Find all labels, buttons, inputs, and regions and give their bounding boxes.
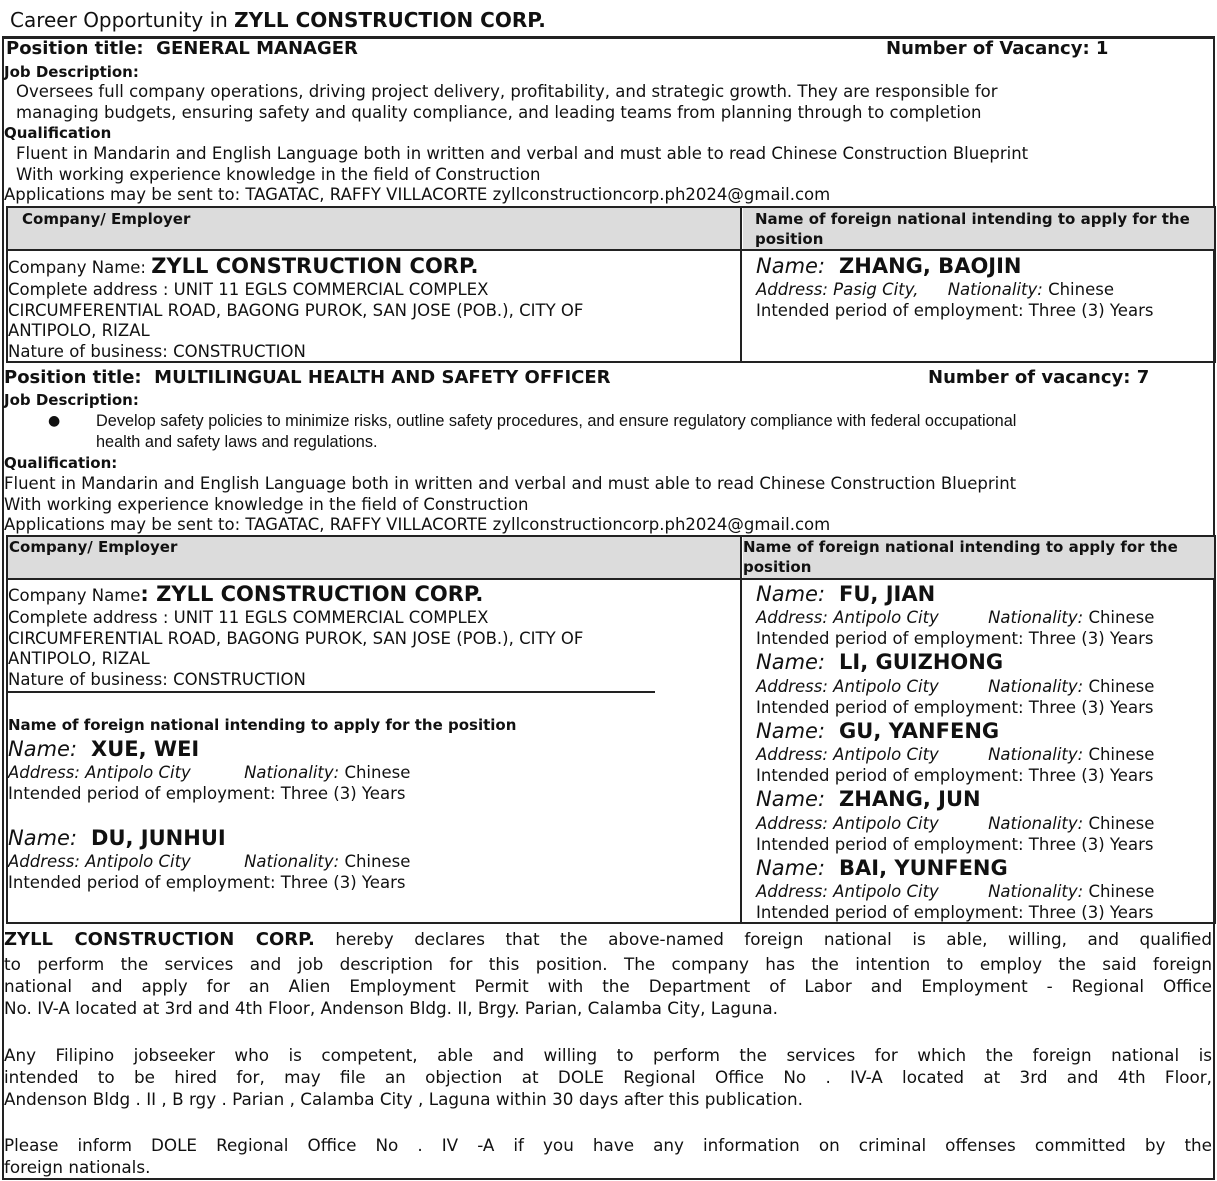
job-description-text: Develop safety policies to minimize risks, outline safety procedures, and ensure regulatory compliance with federal occupational [96, 412, 1017, 430]
qualification-label: Qualification: [4, 454, 118, 472]
qualification-text: With working experience knowledge in the field of Construction [16, 165, 541, 184]
foreign-national-address: Address: Antipolo City Nationality: Chinese [8, 852, 411, 871]
qualification-label: Qualification [4, 124, 112, 142]
job-description-label: Job Description: [4, 63, 139, 81]
job-description-text: Oversees full company operations, driving project delivery, profitability, and strategic growth. They are responsible for [16, 82, 998, 101]
inform-paragraph: Please inform DOLE Regional Office No . IV -A if you have any information on criminal offenses committed by the [4, 1135, 1212, 1155]
foreign-national-header: Name of foreign national intending to apply for the position [8, 716, 517, 734]
employment-period: Intended period of employment: Three (3) Years [8, 784, 406, 803]
qualification-text: With working experience knowledge in the field of Construction [4, 495, 529, 514]
job-description-text: managing budgets, ensuring safety and quality compliance, and leading teams from planning through to completion [16, 103, 982, 122]
employment-period: Intended period of employment: Three (3) Years [756, 766, 1154, 785]
declaration-paragraph: ZYLL CONSTRUCTION CORP. hereby declares that the above-named foreign national is able, willing, and qualified [4, 929, 1212, 950]
objection-paragraph: Any Filipino jobseeker who is competent, able and willing to perform the services for which the foreign national is [4, 1045, 1212, 1065]
applications-contact: Applications may be sent to: TAGATAC, RAFFY VILLACORTE zyllconstructioncorp.ph2024@gmail.com [4, 515, 831, 534]
declaration-paragraph: national and apply for an Alien Employment Permit with the Department of Labor and Employment - Regional Office [4, 976, 1212, 996]
foreign-national-name: Name: GU, YANFENG [756, 719, 1000, 743]
complete-address: ANTIPOLO, RIZAL [8, 649, 150, 668]
page-title: Career Opportunity in ZYLL CONSTRUCTION CORP. [10, 8, 546, 32]
foreign-national-name: Name: XUE, WEI [8, 737, 200, 761]
employment-period: Intended period of employment: Three (3) Years [756, 301, 1154, 320]
foreign-national-address: Address: Pasig City, Nationality: Chinese [756, 280, 1114, 299]
position-title-1: Position title: GENERAL MANAGER [6, 38, 358, 59]
complete-address: ANTIPOLO, RIZAL [8, 321, 150, 340]
bullet: ● [48, 413, 61, 429]
qualification-text: Fluent in Mandarin and English Language both in written and verbal and must able to read Chinese Construction Blueprint [4, 474, 1017, 493]
complete-address: Complete address : UNIT 11 EGLS COMMERCIAL COMPLEX [8, 608, 489, 627]
vacancy-1: Number of Vacancy: 1 [886, 38, 1109, 59]
foreign-national-address: Address: Antipolo City Nationality: Chinese [756, 882, 1155, 901]
employment-period: Intended period of employment: Three (3) Years [756, 698, 1154, 717]
company-name: Company Name: ZYLL CONSTRUCTION CORP. [8, 582, 484, 606]
declaration-paragraph: to perform the services and job description for this position. The company has the intention to employ the said foreign [4, 954, 1212, 974]
inform-paragraph: foreign nationals. [4, 1157, 151, 1177]
position-title-2: Position title: MULTILINGUAL HEALTH AND SAFETY OFFICER [4, 367, 611, 388]
foreign-national-name: Name: BAI, YUNFENG [756, 856, 1008, 880]
vacancy-2: Number of vacancy: 7 [928, 367, 1150, 388]
divider [8, 691, 655, 693]
declaration-paragraph: No. IV-A located at 3rd and 4th Floor, Andenson Bldg. II, Brgy. Parian, Calamba City, Laguna. [4, 998, 778, 1018]
foreign-national-header: Name of foreign national intending to apply for the position [743, 538, 1178, 576]
foreign-national-name: Name: ZHANG, BAOJIN [756, 254, 1022, 278]
qualification-text: Fluent in Mandarin and English Language both in written and verbal and must able to read Chinese Construction Blueprint [16, 144, 1029, 163]
company-employer-header: Company/ Employer [22, 210, 191, 228]
complete-address: CIRCUMFERENTIAL ROAD, BAGONG PUROK, SAN JOSE (POB.), CITY OF [8, 629, 584, 648]
nature-of-business: Nature of business: CONSTRUCTION [8, 670, 306, 689]
applications-contact: Applications may be sent to: TAGATAC, RAFFY VILLACORTE zyllconstructioncorp.ph2024@gmail.com [4, 185, 831, 204]
employment-period: Intended period of employment: Three (3) Years [8, 873, 406, 892]
job-description-label: Job Description: [4, 391, 139, 409]
complete-address: Complete address : UNIT 11 EGLS COMMERCIAL COMPLEX [8, 280, 489, 299]
foreign-national-address: Address: Antipolo City Nationality: Chinese [756, 608, 1155, 627]
company-name: Company Name: ZYLL CONSTRUCTION CORP. [8, 254, 479, 278]
objection-paragraph: intended to be hired for, may file an objection at DOLE Regional Office No . IV-A located at 3rd and 4th Floor, [4, 1067, 1212, 1087]
employment-period: Intended period of employment: Three (3) Years [756, 629, 1154, 648]
foreign-national-address: Address: Antipolo City Nationality: Chinese [8, 763, 411, 782]
company-employer-header: Company/ Employer [9, 538, 178, 556]
objection-paragraph: Andenson Bldg . II , B rgy . Parian , Calamba City , Laguna within 30 days after this publication. [4, 1089, 804, 1109]
foreign-national-name: Name: FU, JIAN [756, 582, 936, 606]
foreign-national-name: Name: LI, GUIZHONG [756, 650, 1004, 674]
foreign-national-header: Name of foreign national intending to apply for the position [755, 210, 1190, 248]
complete-address: CIRCUMFERENTIAL ROAD, BAGONG PUROK, SAN JOSE (POB.), CITY OF [8, 301, 584, 320]
employment-period: Intended period of employment: Three (3) Years [756, 903, 1154, 922]
foreign-national-address: Address: Antipolo City Nationality: Chinese [756, 677, 1155, 696]
job-description-text: health and safety laws and regulations. [96, 433, 378, 451]
foreign-national-name: Name: ZHANG, JUN [756, 787, 981, 811]
employment-period: Intended period of employment: Three (3) Years [756, 835, 1154, 854]
foreign-national-address: Address: Antipolo City Nationality: Chinese [756, 745, 1155, 764]
foreign-national-name: Name: DU, JUNHUI [8, 826, 226, 850]
nature-of-business: Nature of business: CONSTRUCTION [8, 342, 306, 361]
foreign-national-address: Address: Antipolo City Nationality: Chinese [756, 814, 1155, 833]
